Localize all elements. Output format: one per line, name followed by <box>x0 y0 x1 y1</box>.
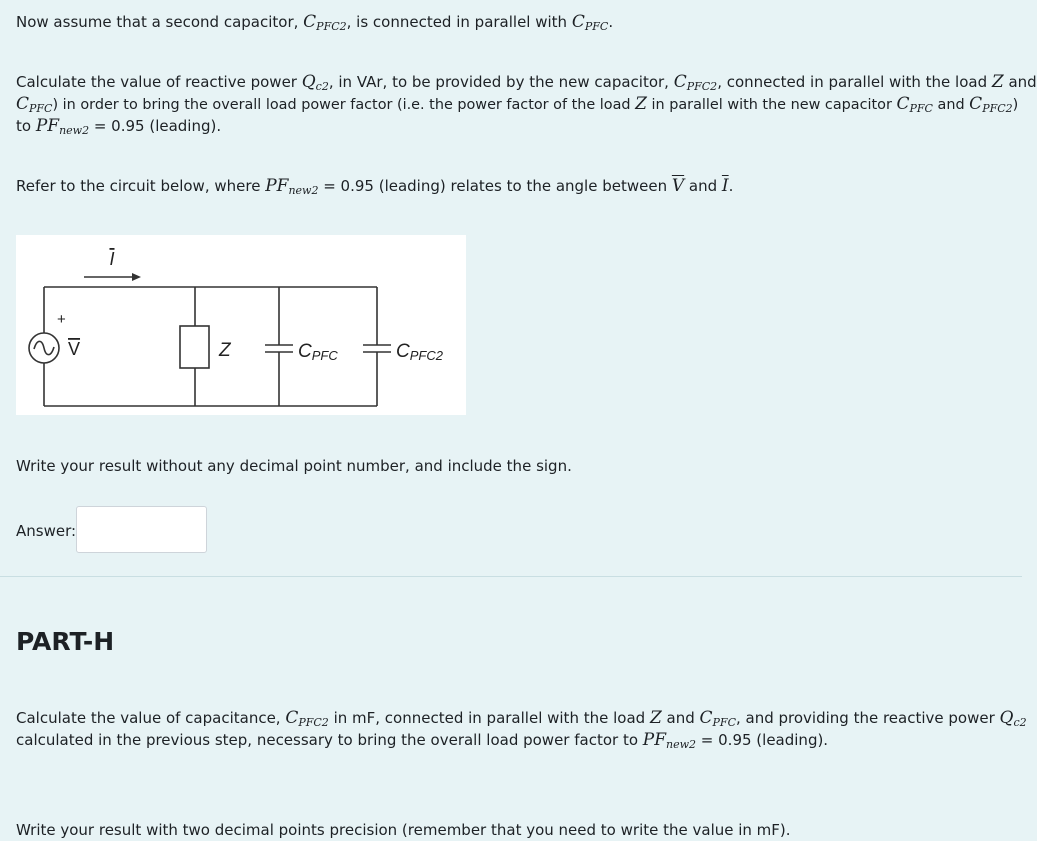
text-fragment: = 0.95 (leading). <box>696 731 829 749</box>
math-cpfc <box>896 94 932 114</box>
question-g-para3 <box>16 175 1016 197</box>
math-cpfc2 <box>969 94 1012 114</box>
math-qc2 <box>302 72 329 92</box>
math-subscript: new2 <box>666 738 697 751</box>
math-cpfc <box>700 708 736 728</box>
text-fragment: Calculate the value of reactive power <box>16 73 302 91</box>
source-plus-label: + <box>57 311 66 328</box>
answer-input[interactable] <box>76 506 207 553</box>
answer-label: Answer: <box>16 522 77 540</box>
math-symbol: PF <box>265 176 289 196</box>
math-subscript: PFC <box>584 20 609 33</box>
math-pf-new2 <box>643 730 696 750</box>
current-arrow-head-icon <box>132 273 141 281</box>
text-fragment: Refer to the circuit below, where <box>16 177 266 195</box>
cpfc-label-main: C <box>298 341 312 362</box>
math-z: Z <box>991 72 1004 92</box>
math-cpfc2 <box>674 72 717 92</box>
math-subscript: PFC2 <box>982 102 1013 115</box>
part-h-title: PART-H <box>16 627 115 656</box>
math-cpfc2 <box>303 12 346 32</box>
math-cpfc <box>16 94 52 114</box>
math-symbol: C <box>969 94 983 114</box>
text-fragment: ) <box>1012 97 1019 113</box>
math-subscript: c2 <box>1013 716 1027 729</box>
text-fragment: in mF, connected in parallel with the load <box>328 709 650 727</box>
math-pf-new2 <box>36 116 89 136</box>
z-label: Z <box>219 340 231 361</box>
question-h-instruction: Write your result with two decimal points precision (remember that you need to write the value in mF). <box>16 821 791 839</box>
text-fragment: and <box>932 97 970 113</box>
question-g-para2-line1 <box>16 71 1037 93</box>
math-subscript: PFC2 <box>316 20 347 33</box>
text-fragment: ) in order to bring the overall load power factor (i.e. the power factor of the load <box>52 97 636 113</box>
math-symbol: C <box>303 12 317 32</box>
math-qc2 <box>1000 708 1027 728</box>
math-subscript: PFC2 <box>298 716 329 729</box>
math-v-phasor: $\overline{V}$ <box>671 176 685 196</box>
question-g-instruction: Write your result without any decimal point number, and include the sign. <box>16 457 572 475</box>
math-cpfc2 <box>285 708 328 728</box>
text-fragment: , connected in parallel with the load <box>717 73 992 91</box>
math-symbol: PF <box>35 116 60 136</box>
text-fragment: Calculate the value of capacitance, <box>16 709 286 727</box>
math-symbol: C <box>896 94 910 114</box>
cpfc2-label-sub: PFC2 <box>409 348 443 363</box>
math-subscript: new2 <box>288 184 319 197</box>
math-z: Z <box>635 94 647 114</box>
math-z: Z <box>649 708 662 728</box>
text-fragment: to <box>16 117 36 135</box>
text-fragment: and <box>684 177 722 195</box>
math-i-phasor: $\overline{I}$ <box>721 176 729 196</box>
question-g-para2-line3 <box>16 115 1016 137</box>
math-symbol: C <box>571 12 585 32</box>
math-subscript: new2 <box>59 124 90 137</box>
text-fragment: in parallel with the new capacitor <box>646 97 897 113</box>
question-h-para1-line2 <box>16 729 1016 751</box>
math-symbol: Q <box>301 72 316 92</box>
question-g-para2-line2 <box>16 93 1019 116</box>
text-fragment: and <box>661 709 700 727</box>
math-symbol: C <box>285 708 299 728</box>
cpfc2-label-main: C <box>396 341 410 362</box>
text-fragment: calculated in the previous step, necessary to bring the overall load power factor to <box>16 731 643 749</box>
text-fragment: and <box>1003 73 1037 91</box>
math-symbol: PF <box>642 730 667 750</box>
current-label: I <box>109 249 115 269</box>
math-subscript: PFC <box>712 716 736 729</box>
text-fragment: Now assume that a second capacitor, <box>16 13 304 31</box>
question-separator <box>0 576 1022 608</box>
math-cpfc <box>572 12 608 32</box>
ac-wave-icon <box>34 341 54 354</box>
cpfc-label <box>298 341 338 363</box>
z-impedance-box <box>180 326 209 368</box>
text-fragment: = 0.95 (leading) relates to the angle between <box>318 177 672 195</box>
text-fragment: = 0.95 (leading). <box>89 117 222 135</box>
cpfc2-label <box>396 341 444 363</box>
math-symbol: Q <box>999 708 1014 728</box>
question-g-line1 <box>16 11 1016 33</box>
cpfc-label-sub: PFC <box>311 348 338 363</box>
text-fragment: , in VAr, to be provided by the new capacitor, <box>328 73 674 91</box>
math-pf-new2 <box>265 176 318 196</box>
question-h-para1-line1 <box>16 707 1027 729</box>
math-subscript: c2 <box>315 80 329 93</box>
math-subscript: PFC2 <box>686 80 718 93</box>
math-symbol: C <box>673 72 687 92</box>
math-symbol: C <box>16 94 30 114</box>
math-symbol: C <box>699 708 713 728</box>
text-fragment: , and providing the reactive power <box>735 709 1000 727</box>
text-fragment: , is connected in parallel with <box>346 13 572 31</box>
circuit-diagram <box>16 235 466 415</box>
text-fragment: . <box>608 13 614 31</box>
voltage-label: V <box>68 339 81 359</box>
math-subscript: PFC <box>909 102 933 115</box>
text-fragment: . <box>728 177 734 195</box>
math-subscript: PFC <box>29 102 53 115</box>
